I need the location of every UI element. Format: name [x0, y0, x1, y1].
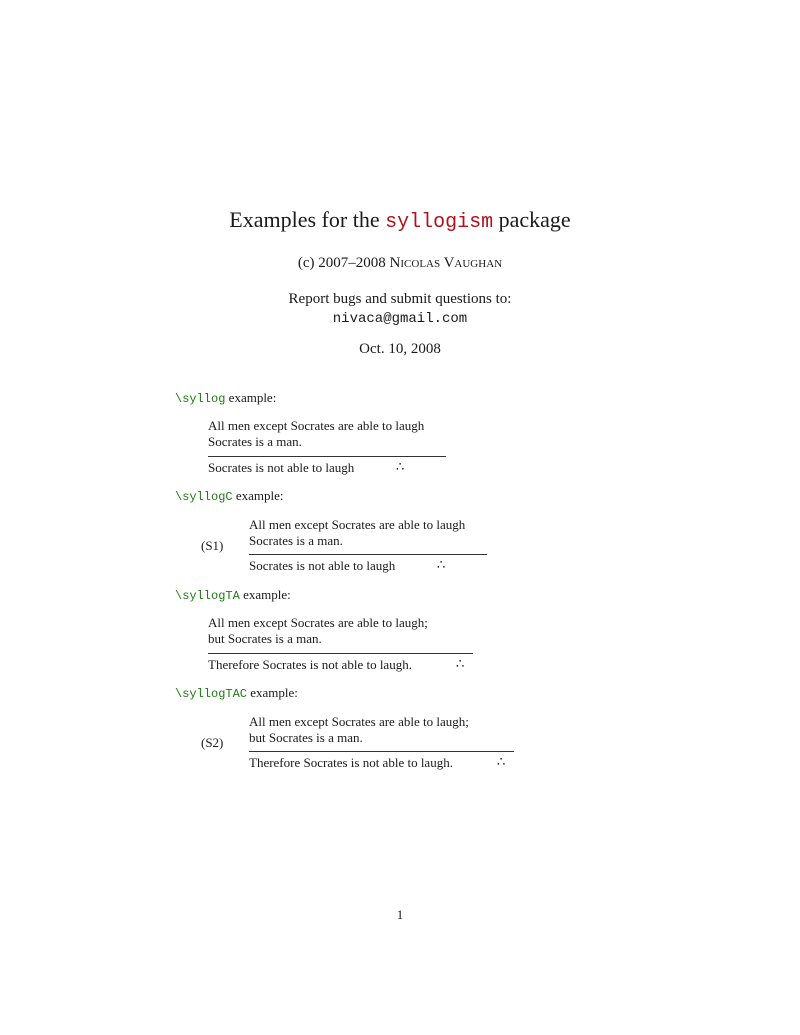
- example-label: example:: [235, 488, 284, 503]
- author-line: [0, 255, 800, 272]
- example-heading-syllogta: [175, 587, 291, 603]
- example-heading-syllogtac: [175, 685, 298, 701]
- document-date: Oct. 10, 2008: [359, 341, 441, 357]
- therefore-icon: ∴: [396, 460, 405, 475]
- therefore-icon: ∴: [437, 558, 446, 573]
- title-package-name: syllogism: [385, 211, 494, 234]
- example-heading-syllogc: [175, 488, 284, 504]
- premise-1: All men except Socrates are able to laugh: [249, 517, 466, 532]
- syllogism-rule: [249, 751, 514, 752]
- contact-email[interactable]: nivaca@gmail.com: [332, 311, 468, 327]
- conclusion: Therefore Socrates is not able to laugh.: [208, 657, 412, 672]
- syllogism-rule: [208, 653, 473, 654]
- premise-2: Socrates is a man.: [249, 533, 343, 548]
- example-label: example:: [243, 587, 291, 602]
- title-prefix: Examples for the: [229, 207, 380, 232]
- conclusion: Socrates is not able to laugh: [249, 558, 396, 573]
- therefore-icon: ∴: [456, 657, 465, 672]
- conclusion: Therefore Socrates is not able to laugh.: [249, 755, 453, 770]
- premise-1: All men except Socrates are able to laugh;: [208, 615, 428, 630]
- example-label: example:: [228, 390, 277, 405]
- example-heading-syllog: [175, 390, 276, 406]
- therefore-icon: ∴: [497, 755, 506, 770]
- command-name: \syllogTAC: [175, 687, 248, 701]
- syllogism-rule: [249, 554, 487, 555]
- bug-report-text: Report bugs and submit questions to:: [288, 291, 512, 307]
- author-name: Nicolas Vaughan: [389, 255, 503, 271]
- premise-1: All men except Socrates are able to laugh;: [249, 714, 469, 729]
- copyright-years: (c) 2007–2008: [297, 255, 386, 271]
- command-name: \syllog: [175, 392, 226, 406]
- premise-2: but Socrates is a man.: [208, 631, 322, 646]
- premise-2: Socrates is a man.: [208, 434, 302, 449]
- command-name: \syllogTA: [175, 589, 240, 603]
- page-number: 1: [396, 907, 404, 922]
- command-name: \syllogC: [175, 490, 233, 504]
- page-title: [0, 207, 800, 234]
- conclusion: Socrates is not able to laugh: [208, 460, 355, 475]
- syllogism-number-label: (S1): [201, 538, 224, 553]
- syllogism-number-label: (S2): [201, 735, 224, 750]
- premise-1: All men except Socrates are able to laugh: [208, 418, 425, 433]
- premise-2: but Socrates is a man.: [249, 730, 363, 745]
- example-label: example:: [250, 685, 298, 700]
- title-suffix: package: [498, 207, 571, 232]
- syllogism-rule: [208, 456, 446, 457]
